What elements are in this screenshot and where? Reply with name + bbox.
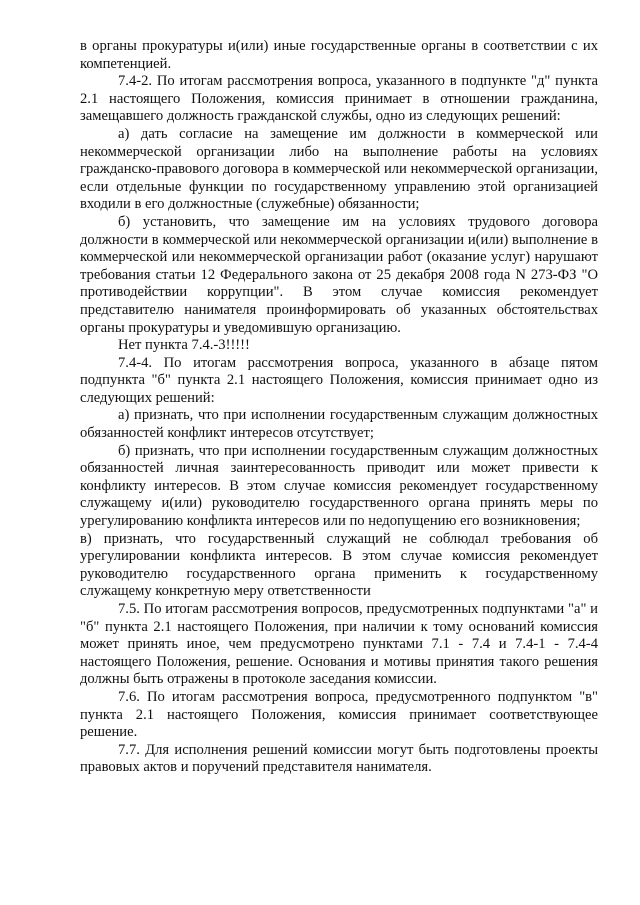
document-page <box>80 38 598 777</box>
paragraph-7-4-4-b: б) признать, что при исполнении государственным служащим должностных обязанностей личная заинтересованность приводит или может привести к конфликту интересов. В этом случае комиссия рекомендует государственному служащему и(или) руководителю государственного органа принять меры по урегулированию конфликта интересов или по недопущению его возникновения; <box>80 442 598 530</box>
paragraph-missing-7-4-3-note: Нет пункта 7.4.-3!!!!! <box>118 337 250 354</box>
paragraph-7-4-4: 7.4-4. По итогам рассмотрения вопроса, указанного в абзаце пятом подпункта "б" пункта 2.1 настоящего Положения, комиссия принимает одно из следующих решений: <box>80 354 598 406</box>
paragraph-7-7: 7.7. Для исполнения решений комиссии могут быть подготовлены проекты правовых актов и поручений представителя нанимателя. <box>80 741 598 776</box>
paragraph-7-4-2: 7.4-2. По итогам рассмотрения вопроса, указанного в подпункте "д" пункта 2.1 настоящего Положения, комиссия принимает в отношении гражданина, замещавшего должность гражданской службы, одно из следующих решений: <box>80 73 598 125</box>
paragraph-7-6: 7.6. По итогам рассмотрения вопроса, предусмотренного подпунктом "в" пункта 2.1 настоящего Положения, комиссия принимает соответствующее решение. <box>80 688 598 741</box>
paragraph-7-4-4-v: в) признать, что государственный служащий не соблюдал требования об урегулировании конфликта интересов. В этом случае комиссия рекомендует руководителю государственного органа применить к государственному служащему конкретную меру ответственности <box>80 530 598 600</box>
paragraph-7-4-4-a: а) признать, что при исполнении государственным служащим должностных обязанностей конфликт интересов отсутствует; <box>80 407 598 442</box>
paragraph-7-5: 7.5. По итогам рассмотрения вопросов, предусмотренных подпунктами "а" и "б" пункта 2.1 настоящего Положения, при наличии к тому оснований комиссия может принять иное, чем предусмотрено пунктами 7.1 - 7.4 и 7.4-1 - 7.4-4 настоящего Положения, решение. Основания и мотивы принятия такого решения должны быть отражены в протоколе заседания комиссии. <box>80 601 598 688</box>
paragraph-7-4-2-b: б) установить, что замещение им на условиях трудового договора должности в коммерческой или некоммерческой организации и(или) выполнение в коммерческой или некоммерческой организации работ (оказание услуг) нарушают требования статьи 12 Федерального закона от 25 декабря 2008 года N 273-ФЗ "О противодействии коррупции". В этом случае комиссия рекомендует представителю нанимателя проинформировать об указанных обстоятельствах органы прокуратуры и уведомившую организацию. <box>80 213 598 336</box>
paragraph-7-4-2-a: а) дать согласие на замещение им должности в коммерческой или некоммерческой организации либо на выполнение работы на условиях гражданско-правового договора в коммерческой или некоммерческой организации, если отдельные функции по государственному управлению этой организацией входили в его должностные (служебные) обязанности; <box>80 125 598 213</box>
paragraph-competence-continuation: в органы прокуратуры и(или) иные государственные органы в соответствии с их компетенцией. <box>80 38 598 72</box>
